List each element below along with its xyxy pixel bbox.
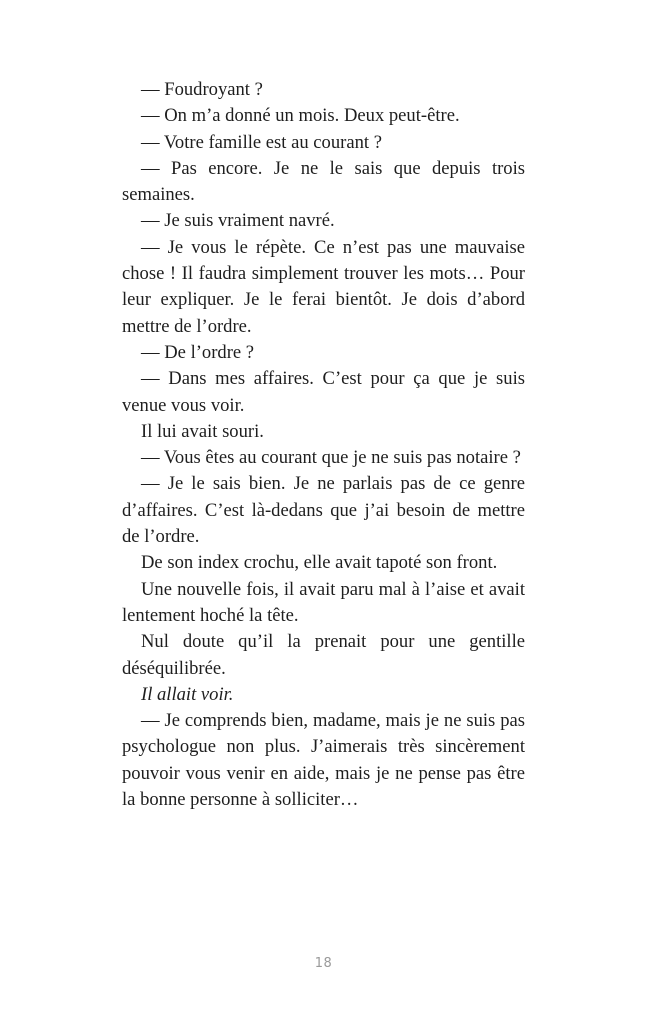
paragraph: De son index crochu, elle avait tapoté son front. [141, 552, 498, 574]
italic-paragraph: Il allait voir. [141, 683, 234, 705]
paragraph: — On m’a donné un mois. Deux peut-être. [141, 105, 460, 127]
paragraph: — Foudroyant ? [141, 79, 263, 100]
paragraph: — Je suis vraiment navré. [141, 210, 335, 232]
paragraph: — Je comprends bien, madame, mais je ne suis pas psychologue non plus. J’aimerais très sincèrement pouvoir vous venir en aide, mais je ne pense pas être la bonne personne à solliciter… [122, 710, 525, 811]
paragraph: — Je vous le répète. Ce n’est pas une mauvaise chose ! Il faudra simplement trouver les mots… Pour leur expliquer. Je le ferai bientôt. Je dois d’abord mettre de l’ordre. [122, 236, 525, 337]
paragraph: — Je le sais bien. Je ne parlais pas de ce genre d’affaires. C’est là-dedans que j’ai besoin de mettre de l’ordre. [122, 473, 525, 548]
paragraph: Nul doute qu’il la prenait pour une gentille déséquilibrée. [122, 631, 525, 679]
page-number: 18 [314, 956, 333, 971]
paragraph: — Pas encore. Je ne le sais que depuis trois semaines. [122, 157, 525, 206]
paragraph: — De l’ordre ? [141, 341, 255, 363]
paragraph: Une nouvelle fois, il avait paru mal à l’aise et avait lentement hoché la tête. [122, 578, 525, 626]
paragraph: — Vous êtes au courant que je ne suis pas notaire ? [141, 447, 521, 469]
body-text [122, 77, 525, 813]
paragraph: Il lui avait souri. [141, 420, 264, 442]
paragraph: — Votre famille est au courant ? [141, 131, 382, 153]
paragraph: — Dans mes affaires. C’est pour ça que je suis venue vous voir. [122, 368, 525, 416]
